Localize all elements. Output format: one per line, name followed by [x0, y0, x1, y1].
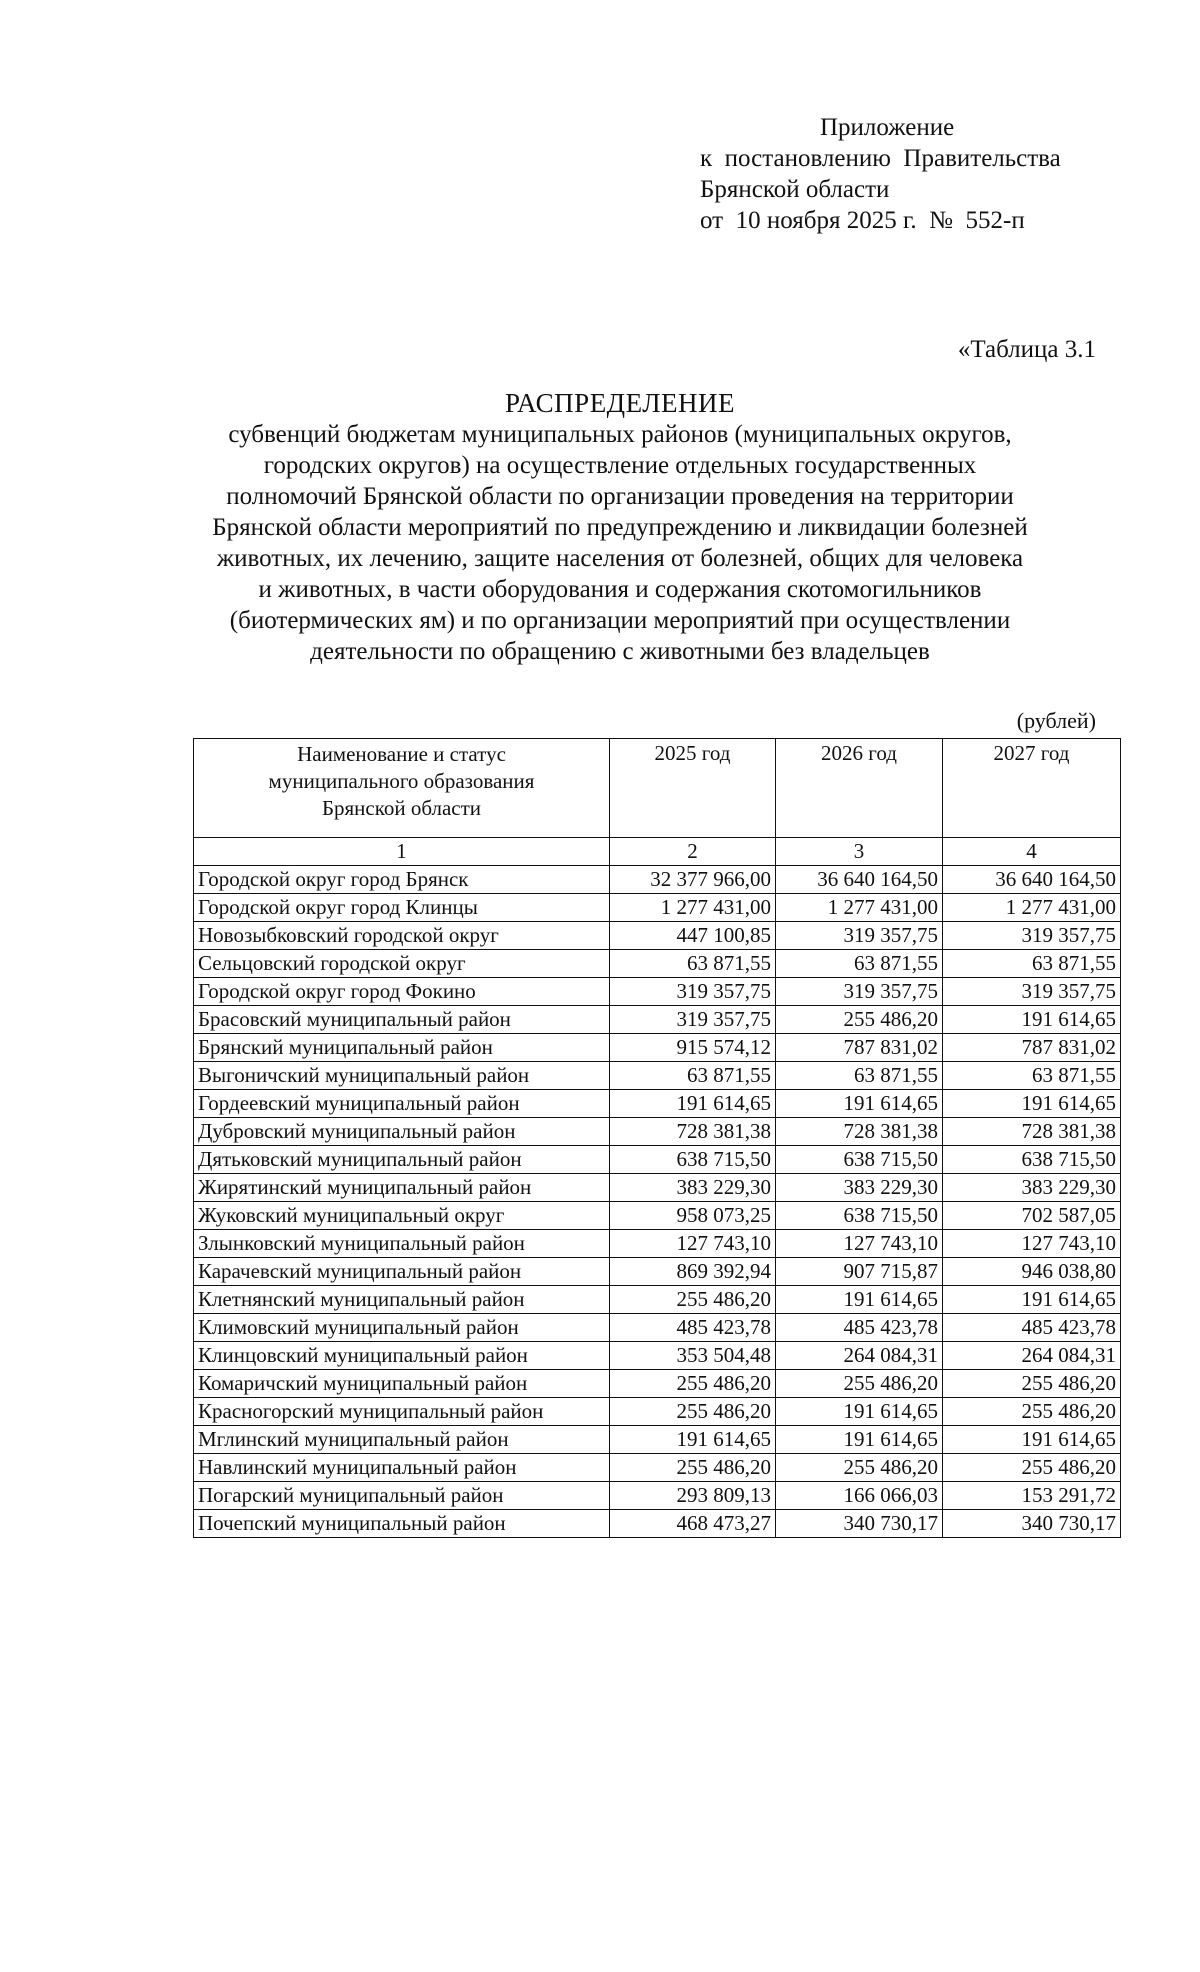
column-number: 2 [610, 838, 776, 866]
amount-cell: 319 357,75 [610, 1006, 776, 1034]
municipality-name-cell: Брянский муниципальный район [194, 1034, 610, 1062]
column-number: 3 [776, 838, 943, 866]
amount-cell: 787 831,02 [943, 1034, 1121, 1062]
amount-cell: 728 381,38 [610, 1118, 776, 1146]
amount-cell: 383 229,30 [943, 1174, 1121, 1202]
amount-cell: 958 073,25 [610, 1202, 776, 1230]
table-row [194, 1034, 1121, 1062]
municipality-name-cell: Климовский муниципальный район [194, 1314, 610, 1342]
heading-title: РАСПРЕДЕЛЕНИЕ [504, 388, 736, 418]
amount-cell: 319 357,75 [776, 922, 943, 950]
municipality-name-cell: Клетнянский муниципальный район [194, 1286, 610, 1314]
amount-cell: 383 229,30 [610, 1174, 776, 1202]
amount-cell: 1 277 431,00 [610, 894, 776, 922]
table-row [194, 1006, 1121, 1034]
table-row [194, 1286, 1121, 1314]
amount-cell: 255 486,20 [776, 1370, 943, 1398]
amount-cell: 255 486,20 [776, 1454, 943, 1482]
amount-cell: 127 743,10 [776, 1230, 943, 1258]
amount-cell: 255 486,20 [776, 1006, 943, 1034]
municipality-name-cell: Дятьковский муниципальный район [194, 1146, 610, 1174]
units-label: (рублей) [1016, 708, 1096, 733]
municipality-name-cell: Городской округ город Брянск [194, 866, 610, 894]
amount-cell: 63 871,55 [776, 950, 943, 978]
column-number: 4 [943, 838, 1121, 866]
column-number: 1 [194, 838, 610, 866]
amount-cell: 191 614,65 [610, 1090, 776, 1118]
amount-cell: 1 277 431,00 [943, 894, 1121, 922]
table-row [194, 1230, 1121, 1258]
table-row [194, 1426, 1121, 1454]
amount-cell: 153 291,72 [943, 1482, 1121, 1510]
municipality-name-cell: Новозыбковский городской округ [194, 922, 610, 950]
document-heading [140, 388, 1100, 667]
appendix-line: Брянской области [700, 176, 890, 203]
table-row [194, 1258, 1121, 1286]
municipality-name-cell: Клинцовский муниципальный район [194, 1342, 610, 1370]
municipality-name-cell: Карачевский муниципальный район [194, 1258, 610, 1286]
heading-line: городских округов) на осуществление отдельных государственных [263, 452, 977, 479]
amount-cell: 255 486,20 [610, 1454, 776, 1482]
amount-cell: 702 587,05 [943, 1202, 1121, 1230]
amount-cell: 293 809,13 [610, 1482, 776, 1510]
amount-cell: 255 486,20 [610, 1286, 776, 1314]
municipality-name-cell: Гордеевский муниципальный район [194, 1090, 610, 1118]
amount-cell: 191 614,65 [776, 1090, 943, 1118]
municipality-name-cell: Жуковский муниципальный округ [194, 1202, 610, 1230]
municipality-name-cell: Мглинский муниципальный район [194, 1426, 610, 1454]
amount-cell: 63 871,55 [610, 1062, 776, 1090]
column-number-row [194, 838, 1121, 866]
amount-cell: 468 473,27 [610, 1510, 776, 1538]
header-name-line: Брянской области [321, 796, 482, 820]
municipality-name-cell: Навлинский муниципальный район [194, 1454, 610, 1482]
table-header-row [194, 739, 1121, 838]
amount-cell: 787 831,02 [776, 1034, 943, 1062]
table-label: «Таблица 3.1 [957, 336, 1096, 363]
amount-cell: 191 614,65 [943, 1090, 1121, 1118]
amount-cell: 353 504,48 [610, 1342, 776, 1370]
amount-cell: 638 715,50 [943, 1146, 1121, 1174]
amount-cell: 638 715,50 [610, 1146, 776, 1174]
amount-cell: 255 486,20 [610, 1370, 776, 1398]
header-name-line: Наименование и статус [297, 742, 506, 766]
amount-cell: 264 084,31 [776, 1342, 943, 1370]
appendix-line: Приложение [820, 114, 955, 141]
table-row [194, 1202, 1121, 1230]
heading-line: животных, их лечению, защите населения от болезней, общих для человека [216, 545, 1024, 572]
municipality-name-cell: Погарский муниципальный район [194, 1482, 610, 1510]
amount-cell: 127 743,10 [610, 1230, 776, 1258]
amount-cell: 191 614,65 [776, 1286, 943, 1314]
table-row [194, 894, 1121, 922]
table-row [194, 1510, 1121, 1538]
amount-cell: 485 423,78 [943, 1314, 1121, 1342]
amount-cell: 255 486,20 [610, 1398, 776, 1426]
amount-cell: 447 100,85 [610, 922, 776, 950]
header-year-2026: 2026 год [776, 739, 943, 838]
amount-cell: 319 357,75 [943, 922, 1121, 950]
amount-cell: 36 640 164,50 [776, 866, 943, 894]
table-row [194, 1342, 1121, 1370]
municipality-name-cell: Городской округ город Клинцы [194, 894, 610, 922]
amount-cell: 728 381,38 [943, 1118, 1121, 1146]
municipality-name-cell: Жирятинский муниципальный район [194, 1174, 610, 1202]
heading-line: (биотермических ям) и по организации мероприятий при осуществлении [229, 607, 1011, 634]
amount-cell: 63 871,55 [610, 950, 776, 978]
header-year-2025: 2025 год [610, 739, 776, 838]
amount-cell: 63 871,55 [943, 950, 1121, 978]
amount-cell: 127 743,10 [943, 1230, 1121, 1258]
amount-cell: 32 377 966,00 [610, 866, 776, 894]
amount-cell: 319 357,75 [610, 978, 776, 1006]
amount-cell: 191 614,65 [776, 1398, 943, 1426]
municipality-name-cell: Выгоничский муниципальный район [194, 1062, 610, 1090]
municipality-name-cell: Почепский муниципальный район [194, 1510, 610, 1538]
table-row [194, 1174, 1121, 1202]
amount-cell: 728 381,38 [776, 1118, 943, 1146]
amount-cell: 166 066,03 [776, 1482, 943, 1510]
amount-cell: 255 486,20 [943, 1454, 1121, 1482]
heading-line: субвенций бюджетам муниципальных районов (муниципальных округов, [228, 421, 1012, 448]
table-row [194, 1146, 1121, 1174]
amount-cell: 319 357,75 [943, 978, 1121, 1006]
amount-cell: 191 614,65 [943, 1006, 1121, 1034]
heading-line: деятельности по обращению с животными без владельцев [310, 638, 930, 665]
amount-cell: 191 614,65 [776, 1426, 943, 1454]
heading-line: полномочий Брянской области по организации проведения на территории [226, 483, 1014, 510]
municipality-name-cell: Городской округ город Фокино [194, 978, 610, 1006]
amount-cell: 485 423,78 [776, 1314, 943, 1342]
municipality-name-cell: Злынковский муниципальный район [194, 1230, 610, 1258]
table-row [194, 950, 1121, 978]
amount-cell: 36 640 164,50 [943, 866, 1121, 894]
header-name-cell [194, 739, 610, 838]
table-row [194, 978, 1121, 1006]
municipality-name-cell: Дубровский муниципальный район [194, 1118, 610, 1146]
municipality-name-cell: Брасовский муниципальный район [194, 1006, 610, 1034]
appendix-line: от 10 ноября 2025 г. № 552-п [700, 207, 1025, 234]
amount-cell: 319 357,75 [776, 978, 943, 1006]
appendix-block [700, 112, 1061, 236]
amount-cell: 869 392,94 [610, 1258, 776, 1286]
amount-cell: 1 277 431,00 [776, 894, 943, 922]
amount-cell: 383 229,30 [776, 1174, 943, 1202]
heading-line: Брянской области мероприятий по предупреждению и ликвидации болезней [212, 514, 1028, 541]
amount-cell: 907 715,87 [776, 1258, 943, 1286]
amount-cell: 63 871,55 [943, 1062, 1121, 1090]
heading-line: и животных, в части оборудования и содержания скотомогильников [258, 576, 982, 603]
amount-cell: 191 614,65 [610, 1426, 776, 1454]
table-row [194, 1482, 1121, 1510]
table-row [194, 1314, 1121, 1342]
table-row [194, 1398, 1121, 1426]
amount-cell: 191 614,65 [943, 1286, 1121, 1314]
table-row [194, 1062, 1121, 1090]
table-row [194, 1090, 1121, 1118]
amount-cell: 264 084,31 [943, 1342, 1121, 1370]
amount-cell: 638 715,50 [776, 1146, 943, 1174]
amount-cell: 255 486,20 [943, 1398, 1121, 1426]
municipality-name-cell: Красногорский муниципальный район [194, 1398, 610, 1426]
amount-cell: 191 614,65 [943, 1426, 1121, 1454]
header-name-line: муниципального образования [268, 769, 535, 793]
municipality-name-cell: Комаричский муниципальный район [194, 1370, 610, 1398]
table-row [194, 866, 1121, 894]
distribution-table [193, 738, 1121, 1538]
table-row [194, 1118, 1121, 1146]
amount-cell: 946 038,80 [943, 1258, 1121, 1286]
amount-cell: 340 730,17 [943, 1510, 1121, 1538]
amount-cell: 638 715,50 [776, 1202, 943, 1230]
appendix-line: к постановлению Правительства [700, 145, 1061, 172]
amount-cell: 255 486,20 [943, 1370, 1121, 1398]
amount-cell: 63 871,55 [776, 1062, 943, 1090]
municipality-name-cell: Сельцовский городской округ [194, 950, 610, 978]
table-row [194, 1454, 1121, 1482]
amount-cell: 485 423,78 [610, 1314, 776, 1342]
table-row [194, 922, 1121, 950]
table-row [194, 1370, 1121, 1398]
amount-cell: 340 730,17 [776, 1510, 943, 1538]
table-body [194, 866, 1121, 1538]
header-year-2027: 2027 год [943, 739, 1121, 838]
amount-cell: 915 574,12 [610, 1034, 776, 1062]
